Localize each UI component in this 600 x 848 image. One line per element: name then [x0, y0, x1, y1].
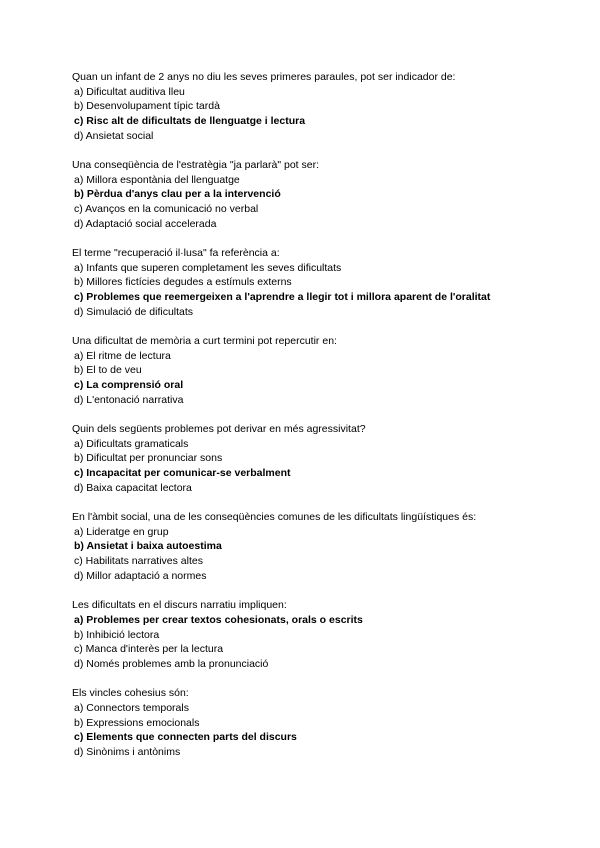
- option-b: b) El to de veu: [74, 364, 142, 377]
- question-text: El terme "recuperació il·lusa" fa referència a:: [72, 247, 280, 260]
- option-d: d) Simulació de dificultats: [74, 305, 194, 318]
- option-c: c) Manca d'interès per la lectura: [74, 643, 224, 656]
- document-page: [72, 70, 552, 774]
- question-text: Una conseqüència de l'estratègia "ja parlarà" pot ser:: [72, 159, 320, 172]
- option-d: d) Només problemes amb la pronunciació: [74, 657, 269, 670]
- question-text: Quin dels següents problemes pot derivar en més agressivitat?: [72, 423, 366, 436]
- option-a-correct: a) Problemes per crear textos cohesionats, orals o escrits: [74, 613, 363, 626]
- question-text: Quan un infant de 2 anys no diu les seves primeres paraules, pot ser indicador de:: [72, 71, 456, 83]
- option-c: c) Avanços en la comunicació no verbal: [74, 203, 259, 216]
- question-block: [72, 334, 552, 408]
- option-d: d) L'entonació narrativa: [74, 393, 184, 406]
- option-c-correct: c) Problemes que reemergeixen a l'aprendre a llegir tot i millora aparent de l'oralitat: [74, 291, 491, 304]
- option-b: b) Dificultat per pronunciar sons: [74, 452, 223, 465]
- question-text: Una dificultat de memòria a curt termini pot repercutir en:: [72, 335, 337, 348]
- option-d: d) Sinònims i antònims: [74, 745, 181, 758]
- option-a: a) Connectors temporals: [74, 701, 189, 714]
- question-block: [72, 422, 552, 496]
- option-c-correct: c) La comprensió oral: [74, 379, 184, 392]
- option-b: b) Millores fictícies degudes a estímuls externs: [74, 276, 292, 289]
- option-a: a) Lideratge en grup: [74, 525, 169, 538]
- option-a: a) Millora espontània del llenguatge: [74, 173, 240, 186]
- question-text: Les dificultats en el discurs narratiu impliquen:: [72, 599, 287, 612]
- question-block: [72, 246, 552, 320]
- question-block: [72, 686, 552, 760]
- option-b-correct: b) Ansietat i baixa autoestima: [74, 540, 222, 553]
- option-d: d) Baixa capacitat lectora: [74, 481, 192, 494]
- option-a: a) El ritme de lectura: [74, 349, 171, 362]
- option-c: c) Habilitats narratives altes: [74, 555, 203, 568]
- question-text: En l'àmbit social, una de les conseqüències comunes de les dificultats lingüístiques és:: [72, 511, 477, 524]
- option-c-correct: c) Incapacitat per comunicar-se verbalment: [74, 467, 291, 480]
- option-d: d) Adaptació social accelerada: [74, 217, 217, 230]
- option-b-correct: b) Pèrdua d'anys clau per a la intervenció: [74, 188, 281, 201]
- question-block: [72, 510, 552, 584]
- option-b: b) Inhibició lectora: [74, 628, 160, 641]
- question-text: Els vincles cohesius són:: [72, 687, 189, 700]
- option-a: a) Infants que superen completament les seves dificultats: [74, 261, 342, 274]
- option-c-correct: c) Risc alt de dificultats de llenguatge i lectura: [74, 115, 306, 128]
- option-c-correct: c) Elements que connecten parts del discurs: [74, 731, 297, 744]
- question-block: [72, 70, 552, 144]
- question-block: [72, 598, 552, 672]
- option-a: a) Dificultats gramaticals: [74, 437, 189, 450]
- option-d: d) Millor adaptació a normes: [74, 569, 207, 582]
- option-b: b) Desenvolupament típic tardà: [74, 100, 220, 113]
- option-b: b) Expressions emocionals: [74, 716, 200, 729]
- option-d: d) Ansietat social: [74, 129, 154, 142]
- option-a: a) Dificultat auditiva lleu: [74, 85, 185, 98]
- question-block: [72, 158, 552, 232]
